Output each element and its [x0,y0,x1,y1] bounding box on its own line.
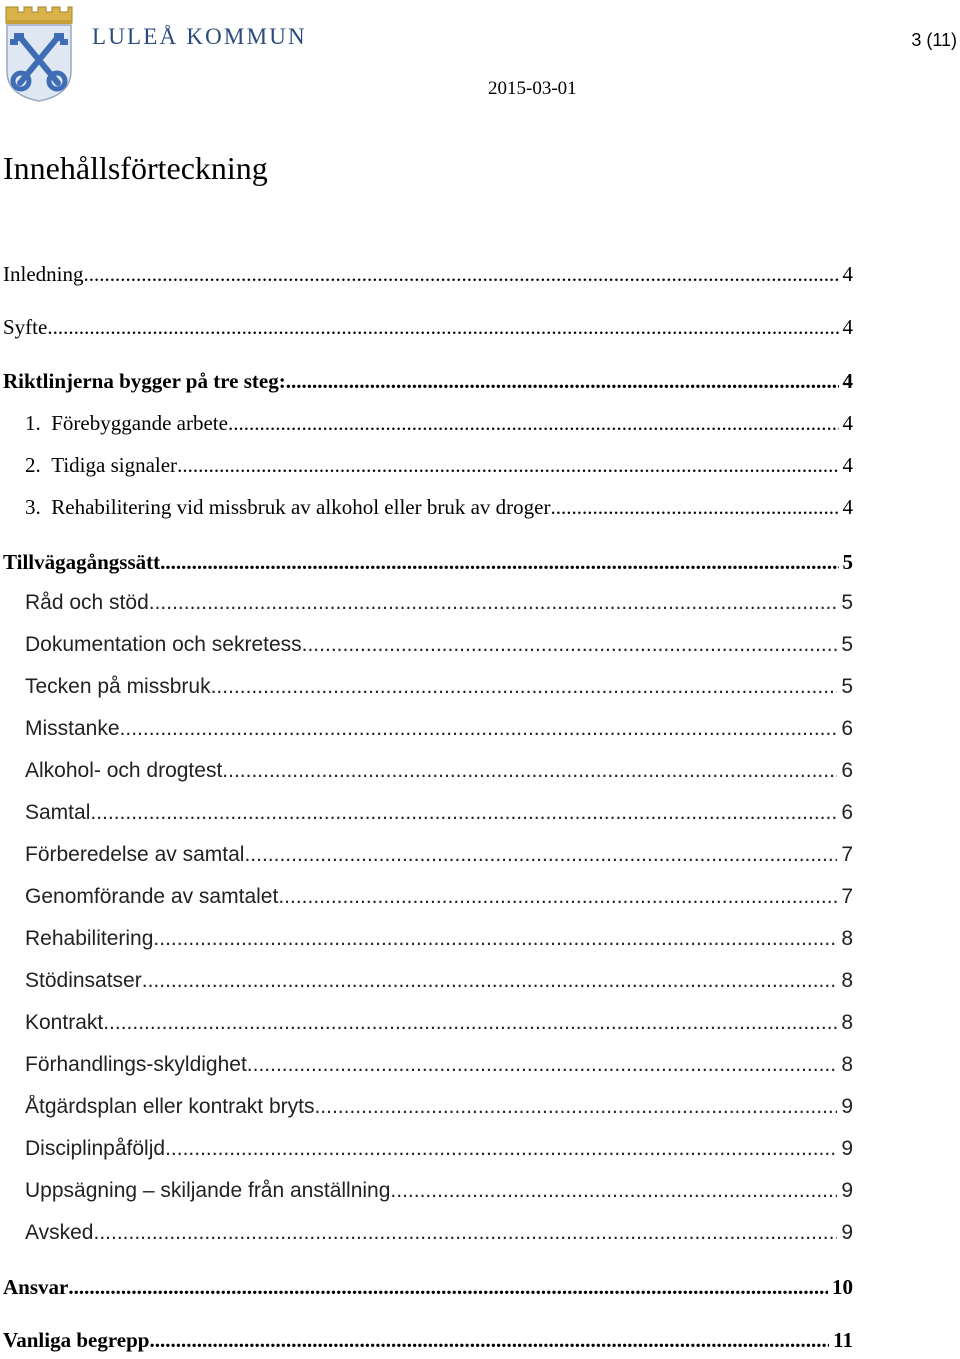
toc-entry-label: 3. Rehabilitering vid missbruk av alkohol eller bruk av droger [25,495,551,519]
toc-entry-label: Samtal [25,801,91,824]
toc-entry-page: 7 [841,885,853,908]
toc-entry-label: Förberedelse av samtal [25,843,245,866]
toc-entry-atgardsplan[interactable] [25,1095,853,1125]
toc-entry-page: 5 [841,591,853,614]
toc-entry-vanliga-begrepp[interactable] [3,1328,853,1358]
toc-entry-page: 5 [842,550,853,574]
toc-entry-label: Uppsägning – skiljande från anställning [25,1179,391,1202]
toc-entry-label: Genomförande av samtalet [25,885,279,908]
toc-entry-label: 2. Tidiga signaler [25,453,178,477]
toc-entry-page: 11 [833,1328,853,1352]
toc-entry-forhandlings-skyldighet[interactable] [25,1053,853,1083]
toc-entry-label: Tillvägagångssätt [3,550,161,574]
toc-entry-misstanke[interactable] [25,717,853,747]
toc-entry-page: 4 [842,453,853,477]
toc-entry-label: Förhandlings-skyldighet [25,1053,247,1076]
page-title: Innehållsförteckning [3,150,268,186]
toc-entry-inledning[interactable] [3,262,853,292]
toc-entry-rad-och-stod[interactable] [25,591,853,621]
toc-entry-label: Rehabilitering [25,927,154,950]
toc-entry-disciplinpafoljd[interactable] [25,1137,853,1167]
toc-entry-page: 6 [841,801,853,824]
toc-entry-genomforande-av-samtalet[interactable] [25,885,853,915]
toc-entry-uppsagning[interactable] [25,1179,853,1209]
organization-name: LULEÅ KOMMUN [92,24,307,49]
toc-entry-page: 9 [841,1179,853,1202]
toc-entry-page: 4 [842,495,853,519]
toc-entry-syfte[interactable] [3,315,853,345]
toc-entry-rehabilitering-vid-missbruk[interactable] [25,495,853,525]
toc-entry-page: 8 [841,927,853,950]
toc-entry-page: 9 [841,1095,853,1118]
toc-entry-label: Ansvar [3,1275,69,1299]
toc-entry-label: Dokumentation och sekretess [25,633,302,656]
toc-entry-rehabilitering[interactable] [25,927,853,957]
toc-entry-page: 8 [841,1011,853,1034]
toc-entry-kontrakt[interactable] [25,1011,853,1041]
toc-entry-page: 8 [841,1053,853,1076]
toc-entry-page: 9 [841,1137,853,1160]
toc-entry-label: Tecken på missbruk [25,675,211,698]
toc-entry-page: 10 [832,1275,853,1299]
toc-entry-label: Syfte [3,315,48,339]
toc-entry-alkohol-och-drogtest[interactable] [25,759,853,789]
toc-entry-label: Misstanke [25,717,120,740]
toc-entry-ansvar[interactable] [3,1275,853,1305]
toc-entry-label: Disciplinpåföljd [25,1137,166,1160]
toc-entry-page: 6 [841,717,853,740]
toc-entry-avsked[interactable] [25,1221,853,1251]
toc-entry-page: 9 [841,1221,853,1244]
toc-entry-label: Alkohol- och drogtest [25,759,223,782]
toc-entry-label: Åtgärdsplan eller kontrakt bryts [25,1095,315,1118]
toc-entry-tillvagagangssatt[interactable] [3,550,853,580]
toc-entry-stodinsatser[interactable] [25,969,853,999]
document-date: 2015-03-01 [488,78,577,99]
toc-entry-samtal[interactable] [25,801,853,831]
toc-entry-page: 5 [841,675,853,698]
toc-entry-label: Inledning [3,262,84,286]
toc-entry-page: 5 [841,633,853,656]
toc-entry-page: 8 [841,969,853,992]
toc-entry-page: 4 [842,315,853,339]
toc-entry-page: 6 [841,759,853,782]
toc-entry-forberedelse-av-samtal[interactable] [25,843,853,873]
toc-entry-label: Avsked [25,1221,94,1244]
toc-entry-label: Stödinsatser [25,969,142,992]
toc-entry-tecken-pa-missbruk[interactable] [25,675,853,705]
toc-entry-page: 7 [841,843,853,866]
toc-entry-page: 4 [842,411,853,435]
toc-entry-page: 4 [842,369,853,393]
toc-entry-label: Vanliga begrepp [3,1328,150,1352]
page-number: 3 (11) [911,30,957,50]
toc-entry-forebyggande[interactable] [25,411,853,441]
toc-entry-tidiga-signaler[interactable] [25,453,853,483]
coat-of-arms-logo [4,3,74,103]
toc-entry-page: 4 [842,262,853,286]
toc-entry-label: 1. Förebyggande arbete [25,411,228,435]
toc-entry-riktlinjerna[interactable] [3,369,853,399]
toc-entry-label: Kontrakt [25,1011,104,1034]
toc-entry-dokumentation[interactable] [25,633,853,663]
toc-entry-label: Riktlinjerna bygger på tre steg: [3,369,286,393]
coat-of-arms-icon [4,3,74,103]
toc-entry-label: Råd och stöd [25,591,149,614]
